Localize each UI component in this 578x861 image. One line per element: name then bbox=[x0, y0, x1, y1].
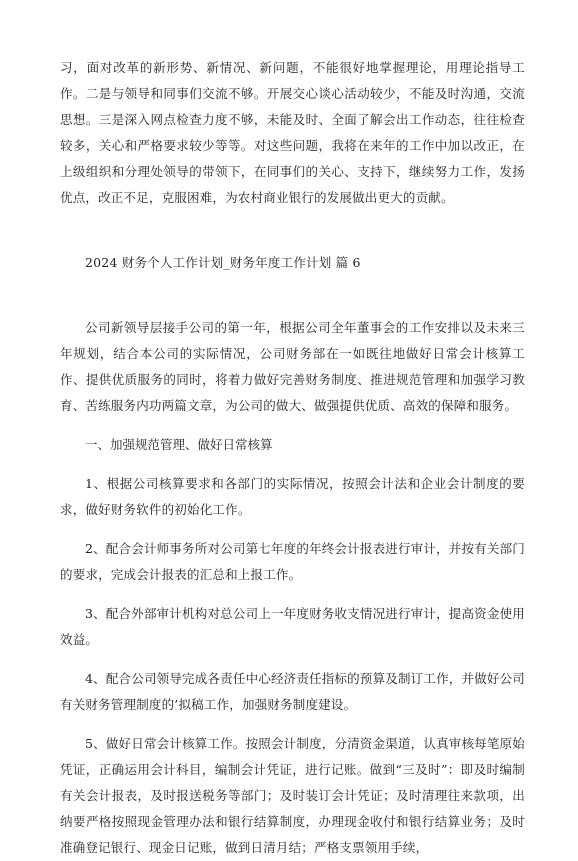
list-item: 1、根据公司核算要求和各部门的实际情况，按照会计法和企业会计制度的要求，做好财务软件的初始化工作。 bbox=[60, 476, 525, 517]
continuation-paragraph: 习，面对改革的新形势、新情况、新问题，不能很好地掌握理论，用理论指导工作。二是与领导和同事们交流不够。开展交心谈心活动较少，不能及时沟通，交流思想。三是深入网点检查力度不够，未能及时、全面了解会出工作动态，往往检查较多，关心和严格要求较少等等。对这些问题，我将在来年的工作中加以改正，在上级组织和分理处领导的带领下，在同事们的关心、支持下，继续努力工作，发扬优点，改正不足，克服困难，为农村商业银行的发展做出更大的贡献。 bbox=[60, 60, 525, 205]
list-item: 3、配合外部审计机构对总公司上一年度财务收支情况进行审计，提高资金使用效益。 bbox=[60, 606, 525, 647]
list-item: 4、配合公司领导完成各责任中心经济责任指标的预算及制订工作，并做好公司有关财务管理制度的’拟稿工作，加强财务制度建设。 bbox=[60, 671, 525, 712]
spacer bbox=[60, 237, 525, 250]
spacer bbox=[60, 523, 525, 536]
spacer bbox=[60, 588, 525, 601]
spacer bbox=[60, 458, 525, 471]
spacer bbox=[60, 419, 525, 432]
intro-paragraph: 公司新领导层接手公司的第一年，根据公司全年董事会的工作安排以及未来三年规划，结合本公司的实际情况，公司财务部在一如既往地做好日常会计核算工作、提供优质服务的同时，将着力做好完善财务制度、推进规范管理和加强学习教育、苦练服务内功两篇文章，为公司的做大、做强提供优质、高效的保障和服务。 bbox=[60, 320, 525, 413]
spacer bbox=[60, 211, 525, 237]
section-heading: 一、加强规范管理、做好日常核算 bbox=[85, 437, 273, 452]
spacer bbox=[60, 718, 525, 731]
section-title: 2024 财务个人工作计划_财务年度工作计划 篇 6 bbox=[85, 255, 361, 270]
spacer bbox=[60, 302, 525, 315]
spacer bbox=[60, 653, 525, 666]
list-item: 5、做好日常会计核算工作。按照会计制度，分清资金渠道，认真审核每笔原始凭证，正确运用会计科目，编制会计凭证，进行记账。做到“三及时”：即及时编制有关会计报表，及时报送税务等部门；及时装订会计凭证；及时清理往来款项，出纳要严格按照现金管理办法和银行结算制度，办理现金收付和银行结算业务；及时准确登记银行、现金日记账，做到日清月结；严格支票领用手续， bbox=[60, 736, 525, 855]
list-item: 2、配合会计师事务所对公司第七年度的年终会计报表进行审计，并按有关部门的要求，完成会计报表的汇总和上报工作。 bbox=[60, 541, 525, 582]
spacer bbox=[60, 276, 525, 302]
